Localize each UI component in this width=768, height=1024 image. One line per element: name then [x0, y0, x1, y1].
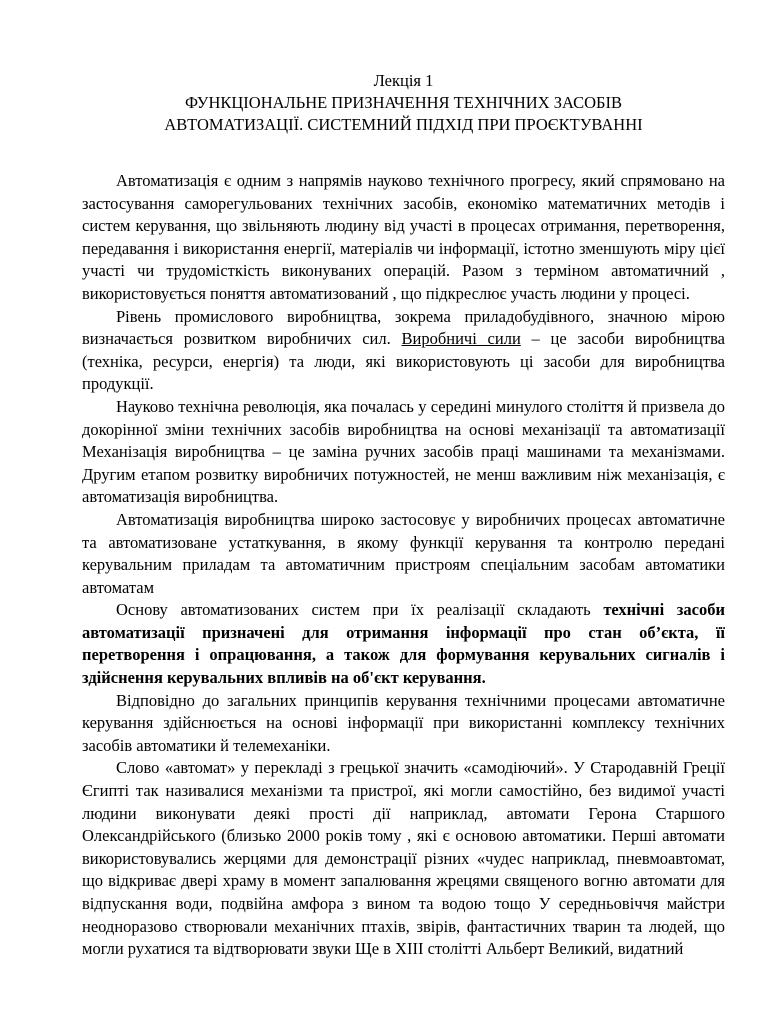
paragraph-text: – це засоби виробництва (техніка, ресурси, енергія) та люди, які використовують ці засоби для виробництва продукції.: [82, 329, 725, 394]
paragraph-automated-systems: [82, 599, 725, 689]
lecture-number: Лекція 1: [373, 71, 434, 90]
lecture-title-line-1: ФУНКЦІОНАЛЬНЕ ПРИЗНАЧЕННЯ ТЕХНІЧНИХ ЗАСОБІВ: [184, 93, 623, 112]
document-heading: [82, 70, 725, 136]
paragraph-productive-forces: [82, 306, 725, 396]
paragraph-text: Основу автоматизованих систем при їх реалізації складають: [116, 600, 604, 620]
bold-definition: технічні засоби автоматизації призначені для отримання інформації про стан об’єкта, її перетворення і опрацювання, а також для формування керувальних сигналів і здійснення керувальних впливів на об'єкт керування.: [82, 600, 726, 688]
paragraph-scientific-revolution: Науково технічна революція, яка почалась у середині минулого століття й призвела до докорінної зміни технічних засобів виробництва на основі механізації та автоматизації Механізація виробництва – це заміна ручних засобів праці машинами та механізмами. Другим етапом розвитку виробничих потужностей, не менш важливим ніж механізація, є автоматизація виробництва.: [82, 396, 725, 507]
paragraph-text: Рівень промислового виробництва, зокрема приладобудівного, значною мірою визначається розвитком виробничих сил.: [82, 306, 725, 349]
lecture-title-line-2: АВТОМАТИЗАЦІЇ. СИСТЕМНИЙ ПІДХІД ПРИ ПРОЄКТУВАННІ: [164, 115, 643, 134]
paragraph-control-principles: Відповідно до загальних принципів керування технічними процесами автоматичне керування здійснюється на основі інформації при використанні комплексу технічних засобів автоматики й телемеханіки.: [82, 690, 725, 755]
heading-spacer: [82, 136, 725, 170]
paragraph-automation-definition: Автоматизація є одним з напрямів науково технічного прогресу, який спрямовано на застосування саморегульованих технічних засобів, економіко математичних методів і систем керування, що звільняють людину від участі в процесах отримання, перетворення, передавання і використання енергії, матеріалів чи інформації, істотно зменшують міру цієї участі чи трудомісткість виконуваних операцій. Разом з терміном автоматичний , використовується поняття автоматизований , що підкреслює участь людини у процесі.: [82, 171, 725, 303]
paragraph-automaton-history: Слово «автомат» у перекладі з грецької значить «самодіючий». У Стародавній Греції Єгипті так називалися механізми та пристрої, які могли самостійно, без видимої участі людини виконувати деякі прості дії наприклад, автомати Герона Старшого Олександрійського (близько 2000 років тому , які є основою автоматики. Перші автомати використовувались жерцями для демонстрації різних «чудес наприклад, пневмоавтомат, що відкриває двері храму в момент запалювання жрецями священого вогню автомати для відпускання води, подвійна амфора з вином та водою тощо У середньовіччя майстри неодноразово створювали механічних птахів, звірів, фантастичних тварин та людей, що могли рухатися та відтворювати звуки Ще в XIII столітті Альберт Великий, видатний: [82, 758, 725, 959]
document-page: [82, 70, 725, 961]
underlined-term: Виробничі сили: [401, 329, 521, 349]
paragraph-production-automation: Автоматизація виробництва широко застосовує у виробничих процесах автоматичне та автоматизоване устаткування, в якому функції керування та контролю передані керувальним приладам та автоматичним пристроям спеціальним засобам автоматики автоматам: [82, 509, 725, 597]
